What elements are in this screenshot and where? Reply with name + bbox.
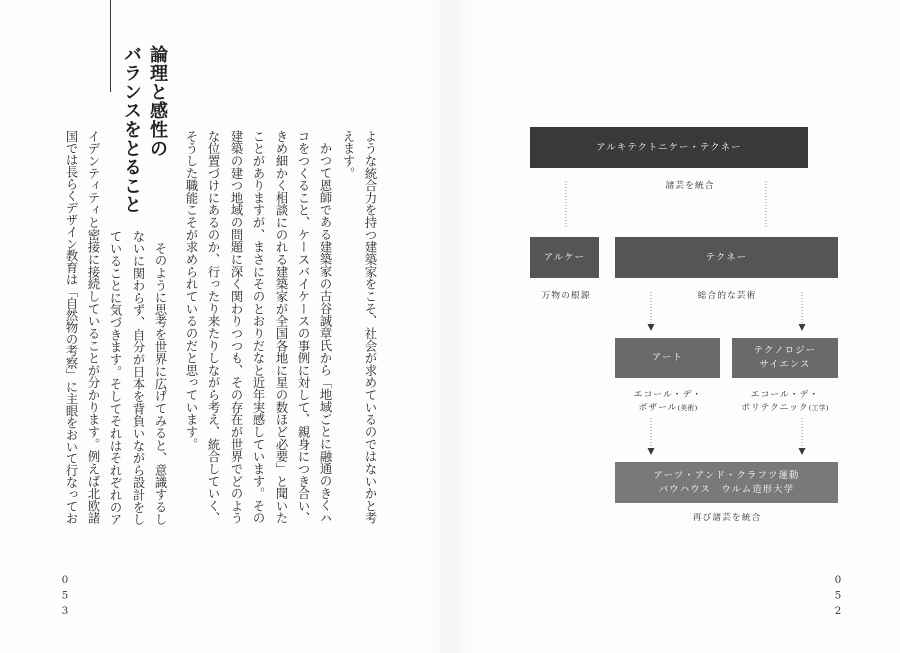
caption-line-1: エコール・デ・ xyxy=(633,390,703,400)
box-label: アート xyxy=(651,352,684,363)
box-label-line-2: バウハウス ウルム造形大学 xyxy=(658,483,795,495)
caption-line-1: エコール・デ・ xyxy=(750,390,820,400)
box-label-line-1: アーツ・アンド・クラフツ運動 xyxy=(653,469,800,481)
box-technology-science xyxy=(732,338,838,378)
arrowhead-techne-to-tech xyxy=(799,324,806,331)
body-line: えます。 xyxy=(341,130,355,180)
body-line: ないに関わらず、自分が日本を背負いながら設計をし xyxy=(131,230,145,526)
body-line: ような統合力を持つ建築家をこそ、社会が求めているのではないかと考 xyxy=(363,130,377,525)
caption-ecole-beaux-arts xyxy=(608,389,728,415)
body-line: 建築の建つ地域の問題に深く関わりつつも、その存在が世界でどのよう xyxy=(229,130,243,525)
box-techne xyxy=(615,237,838,278)
body-line: かつて恩師である建築家の古谷誠章氏から「地域ごとに融通のきくハ xyxy=(318,142,332,525)
box-art xyxy=(615,338,720,378)
caption-main: ボザール xyxy=(638,403,678,413)
caption-note: (美術) xyxy=(677,404,698,412)
caption-main: ポリテクニック xyxy=(741,403,809,413)
box-arche xyxy=(530,237,599,278)
body-line: きめ細かく相談にのれる建築家が全国各地に星の数ほど必要」と聞いた xyxy=(274,130,288,525)
caption-line-2 xyxy=(720,402,850,415)
box-label-line-2: サイエンス xyxy=(759,359,811,370)
body-line: そうした職能こそが求められているのだと思っています。 xyxy=(184,130,198,451)
heading-line-1: 論理と感性の xyxy=(147,45,168,158)
body-line: イデンティティと密接に接続していることが分かります。例えば北欧諸 xyxy=(86,130,100,525)
caption-line-2 xyxy=(608,402,728,415)
caption-ecole-polytechnique xyxy=(720,389,850,415)
body-line: 国では長らくデザイン教育は「自然物の考察」に主眼をおいて行なってお xyxy=(64,130,78,525)
body-line: な位置づけにあるのか、行ったり来たりしながら考え、統合していく、 xyxy=(206,130,220,525)
arrowhead-techne-to-art xyxy=(648,324,655,331)
heading-line-2: バランスをとること xyxy=(121,45,142,215)
page-number-right: 052 xyxy=(832,574,844,621)
box-label: テクネー xyxy=(705,251,748,263)
caption-origin-of-all: 万物の根源 xyxy=(541,291,591,301)
caption-comprehensive-art: 総合的な芸術 xyxy=(697,291,757,301)
body-line: そのように思考を世界に広げてみると、意識するし xyxy=(153,242,167,526)
caption-integrate-arts: 諸芸を統合 xyxy=(665,181,715,191)
body-line: ていることに気づきます。そしてそれはそれぞれのア xyxy=(108,230,122,526)
box-arts-and-crafts-bauhaus xyxy=(615,462,838,503)
box-label: アルケー xyxy=(543,251,586,263)
box-label: アルキテクトニケー・テクネー xyxy=(596,141,742,153)
caption-reintegrate-arts: 再び諸芸を統合 xyxy=(692,513,762,523)
body-line: ことがありますが、まさにそのとおりだなと近年実感しています。その xyxy=(251,130,265,525)
caption-note: (工学) xyxy=(808,404,829,412)
body-line: コをつくること、ケースバイケースの事例に対して、親身につき合い、 xyxy=(296,130,310,525)
page-number-left: 053 xyxy=(59,574,71,621)
arrowhead-tech-to-bottom xyxy=(799,448,806,455)
arrowhead-art-to-bottom xyxy=(648,448,655,455)
box-label-line-1: テクノロジー xyxy=(753,345,817,356)
box-architektonike-techne xyxy=(530,127,808,168)
